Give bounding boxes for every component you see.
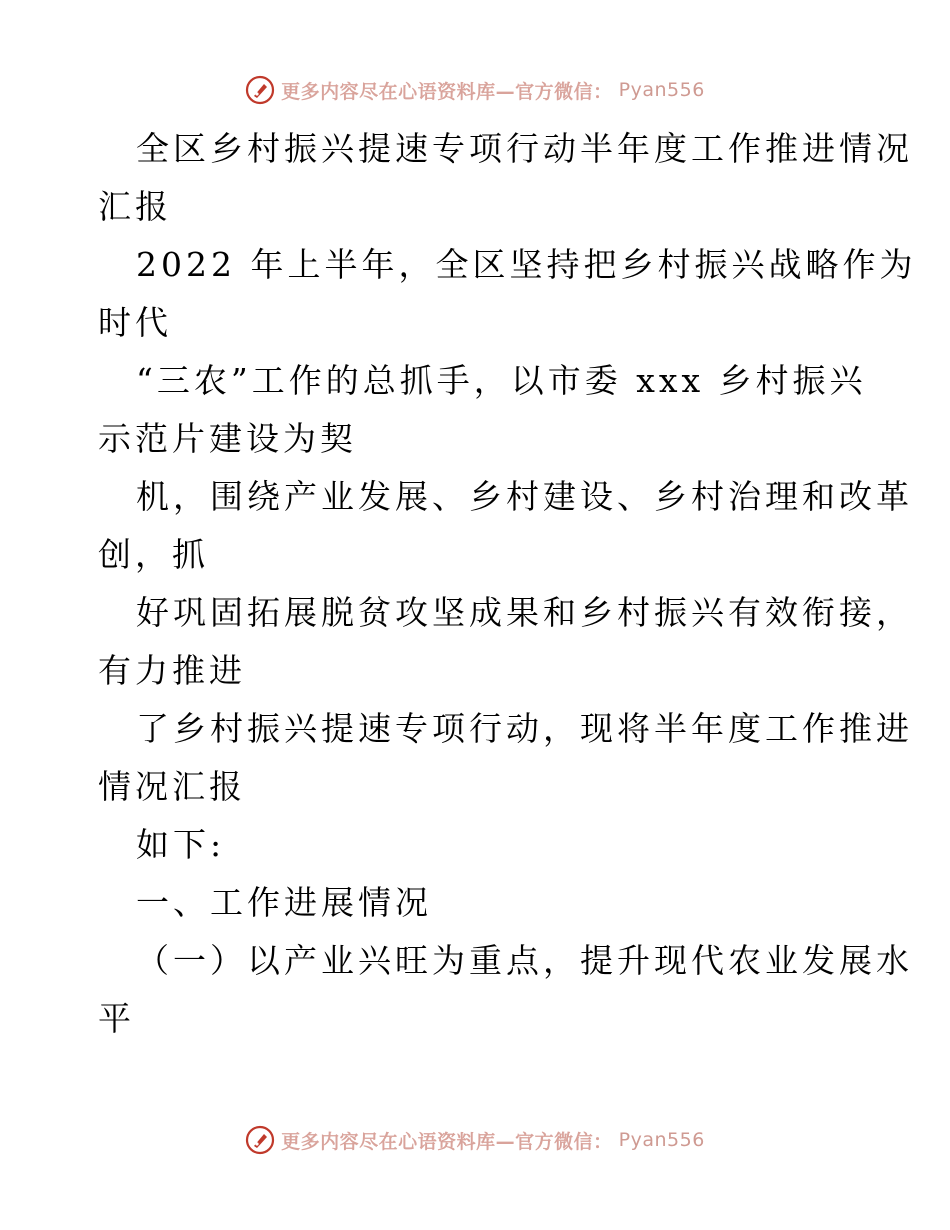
- paragraph-line: 机，围绕产业发展、乡村建设、乡村治理和改革: [136, 477, 913, 516]
- subsection-heading-line: （一）以产业兴旺为重点，提升现代农业发展水: [136, 941, 913, 980]
- watermark-text: 更多内容尽在心语资料库—官方微信：: [281, 80, 613, 103]
- watermark-banner-top: [0, 70, 950, 110]
- paragraph-line: 有力推进: [98, 651, 246, 690]
- paragraph-line: 好巩固拓展脱贫攻坚成果和乡村振兴有效衔接，: [136, 593, 913, 632]
- watermark-banner-bottom: [0, 1120, 950, 1160]
- paragraph-line: “三农”工作的总抓手，以市委 xxx 乡村振兴: [136, 361, 867, 400]
- paragraph-line: 情况汇报: [98, 767, 246, 806]
- document-title-line: 汇报: [98, 187, 172, 226]
- section-heading: 一、工作进展情况: [136, 883, 432, 922]
- document-body: [98, 120, 917, 1048]
- document-title-line: 全区乡村振兴提速专项行动半年度工作推进情况: [136, 129, 913, 168]
- subsection-heading-line: 平: [98, 999, 135, 1038]
- watermark-text: 更多内容尽在心语资料库—官方微信：: [281, 1130, 613, 1153]
- paragraph-line: 时代: [98, 303, 172, 342]
- pen-nib-logo-icon: [245, 1125, 275, 1155]
- paragraph-line: 2022 年上半年，全区坚持把乡村振兴战略作为: [136, 245, 917, 284]
- paragraph-line: 了乡村振兴提速专项行动，现将半年度工作推进: [136, 709, 913, 748]
- pen-nib-logo-icon: [245, 75, 275, 105]
- paragraph-line: 创，抓: [98, 535, 209, 574]
- paragraph-line: 示范片建设为契: [98, 419, 357, 458]
- watermark-wechat-id: Pyan556: [618, 79, 705, 101]
- watermark-wechat-id: Pyan556: [618, 1129, 705, 1151]
- paragraph-line: 如下:: [136, 825, 226, 864]
